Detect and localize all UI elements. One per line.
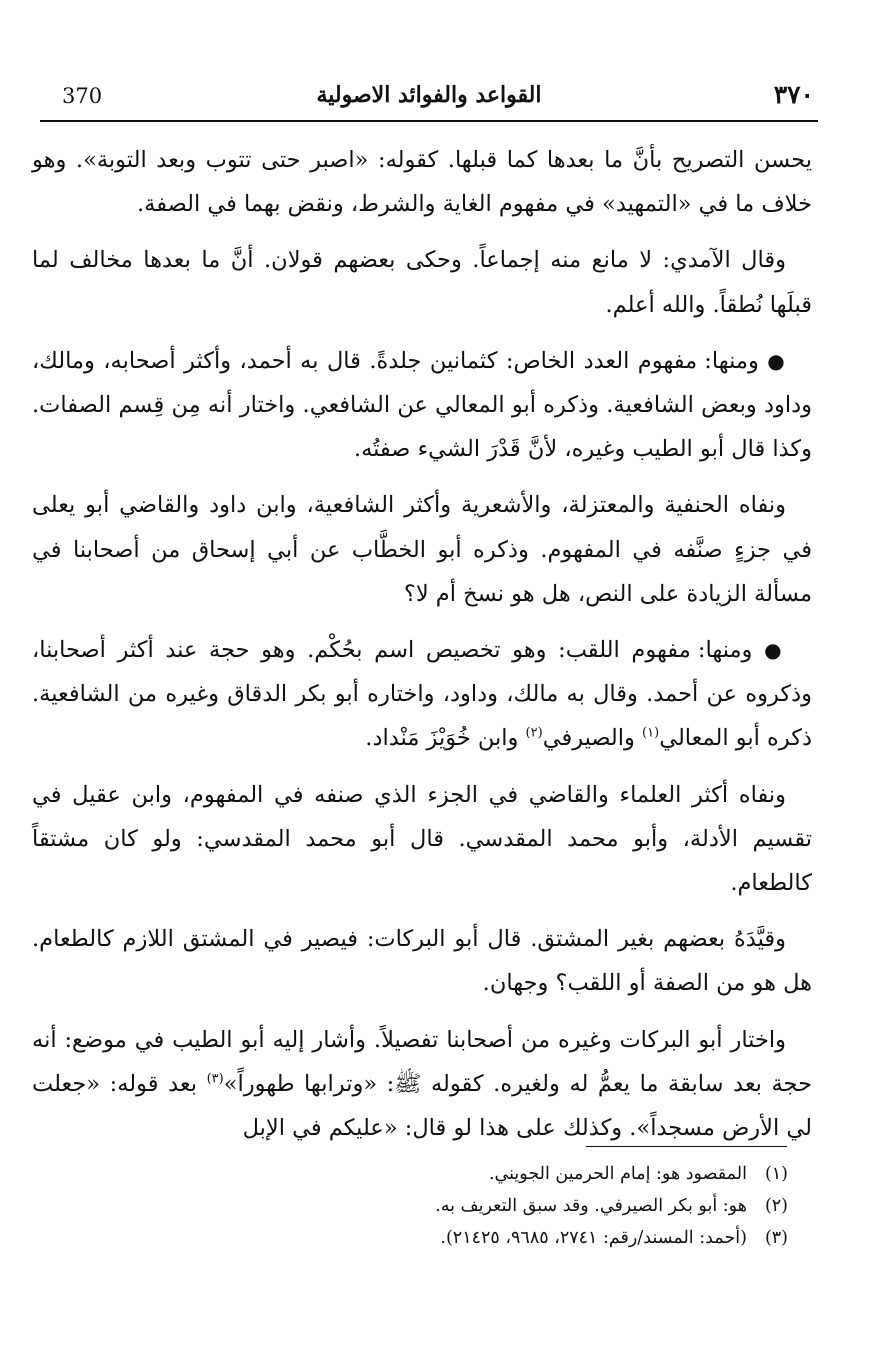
footnote-number: (٣) [764,1228,788,1248]
footnote-text: المقصود هو: إمام الحرمين الجويني. [488,1164,747,1184]
paragraph: واختار أبو البركات وغيره من أصحابنا تفصيلاً. وأشار إليه أبو الطيب في موضع: أنه حجة بعد سابقة ما يعمُّ له ولغيره. كقوله ﷺ: «وترابها طهوراً»$^{(٣)}$ بعد قوله: «جعلت لي الأرض مسجداً». وكذلك على هذا لو قال: «عليكم في الإبل [32,1026,812,1142]
bullet-icon: ● [764,638,787,663]
footnote-number: (١) [764,1164,788,1184]
paragraph: ● ومنها: مفهوم العدد الخاص: كثمانين جلدةً. قال به أحمد، وأكثر أصحابه، ومالك، وداود وبعض الشافعية. وذكره أبو المعالي عن الشافعي. واختار أنه مِن قِسم الصفات. وكذا قال أبو الطيب وغيره، لأنَّ قَدْرَ الشيء صفتُه. [32,347,812,463]
paragraph: ونفاه الحنفية والمعتزلة، والأشعرية وأكثر الشافعية، وابن داود والقاضي أبو يعلى في جزءٍ صنَّفه في المفهوم. وذكره أبو الخطَّاب عن أبي إسحاق من أصحابنا في مسألة الزيادة على النص، هل هو نسخ أم لا؟ [32,492,812,607]
paragraph: ● ومنها: مفهوم اللقب: وهو تخصيص اسم بحُكْم. وهو حجة عند أكثر أصحابنا، وذكروه عن أحمد. وقال به مالك، وداود، واختاره أبو بكر الدقاق وغيره من الشافعية. ذكره أبو المعالي$^{(١)}$ والصيرفي$^{(٢)}$ وابن خُوَيْزَ مَنْداد. [32,637,812,752]
paragraph: ونفاه أكثر العلماء والقاضي في الجزء الذي صنفه في المفهوم، وابن عقيل في تقسيم الأدلة، وأبو محمد المقدسي. قال أبو محمد المقدسي: ولو كان مشتقاً كالطعام. [32,781,812,897]
bullet-icon: ● [767,348,786,373]
paragraph: يحسن التصريح بأنَّ ما بعدها كما قبلها. كقوله: «اصبر حتى تتوب وبعد التوبة». وهو خلاف ما في «التمهيد» في مفهوم الغاية والشرط، ونقض بهما في الصفة. [32,147,812,218]
footnote-text: (أحمد: المسند/رقم: ٢٧٤١، ٩٦٨٥، ٢١٤٢٥). [440,1228,747,1248]
running-title: القواعد والفوائد الاصولية [316,82,542,108]
body-text [32,138,812,1162]
footnote-text: هو: أبو بكر الصيرفي. وقد سبق التعريف به. [435,1196,747,1216]
header-rule [40,120,818,122]
footnote-ref: (١) [642,725,660,741]
footnote [60,1190,788,1222]
footnote [60,1158,788,1190]
footnote [60,1222,788,1254]
page-number-arabic: ٣٧٠ [773,80,814,109]
footnote-ref: (٢) [525,725,543,741]
footnote-number: (٢) [764,1196,788,1216]
footnote-rule [586,1146,787,1147]
footnotes [60,1158,788,1254]
paragraph: وقيَّدَهُ بعضهم بغير المشتق. قال أبو البركات: فيصير في المشتق اللازم كالطعام. هل هو من الصفة أو اللقب؟ وجهان. [32,926,812,997]
page-number-latin: 370 [62,84,103,108]
footnote-ref: (٣) [206,1071,224,1087]
paragraph: وقال الآمدي: لا مانع منه إجماعاً. وحكى بعضهم قولان. أنَّ ما بعدها مخالف لما قبلَها نُطقاً. والله أعلم. [32,247,812,318]
page-header [40,76,818,116]
